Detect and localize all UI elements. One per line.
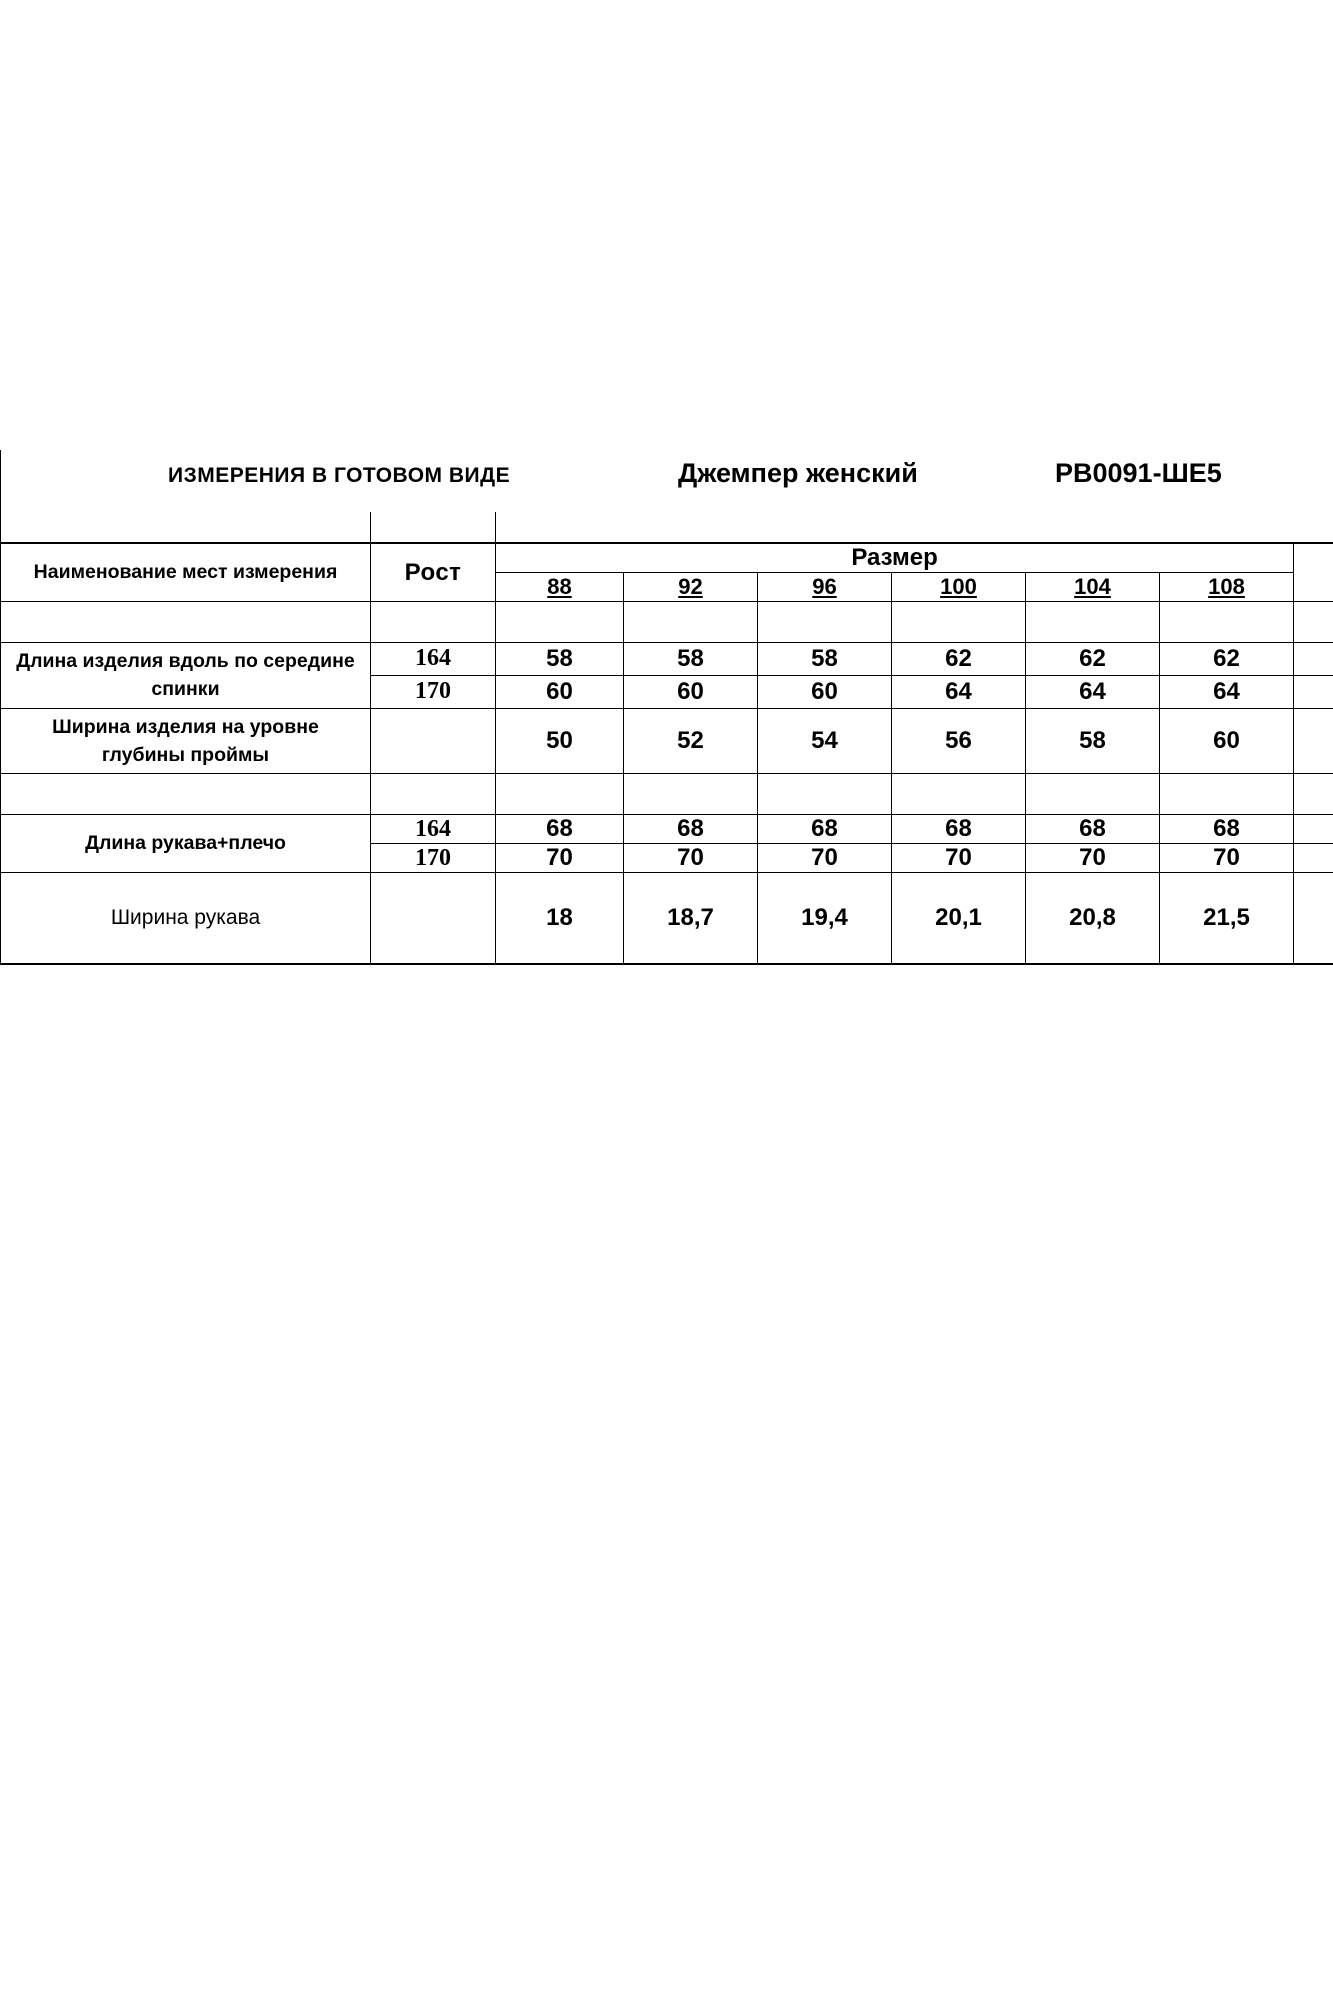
- rost-170: 170: [371, 675, 496, 708]
- header-spill-cell: [1294, 543, 1333, 602]
- blank-cell: [892, 774, 1026, 815]
- blank-cell-right: [1294, 774, 1333, 815]
- value-cell: 58: [1026, 708, 1160, 774]
- value-cell: 58: [758, 643, 892, 676]
- blank-cell: [758, 774, 892, 815]
- row-spill-cell: [1294, 873, 1333, 965]
- blank-cell: [371, 602, 496, 643]
- value-cell: 68: [496, 815, 624, 844]
- grid-tick-name-col: [370, 512, 371, 542]
- left-border: [0, 450, 1, 512]
- grid-tick-left: [0, 512, 1, 542]
- row-spill-cell: [1294, 675, 1333, 708]
- value-cell: 58: [624, 643, 758, 676]
- value-cell: 18,7: [624, 873, 758, 965]
- value-cell: 20,8: [1026, 873, 1160, 965]
- measurements-table: [0, 542, 1333, 965]
- row-spill-cell: [1294, 643, 1333, 676]
- value-cell: 64: [1026, 675, 1160, 708]
- size-header-100: 100: [892, 573, 1026, 602]
- blank-cell: [1026, 602, 1160, 643]
- blank-cell-right: [1294, 602, 1333, 643]
- size-header-92: 92: [624, 573, 758, 602]
- table-row: [1, 643, 1333, 676]
- blank-cell: [1, 774, 371, 815]
- blank-cell: [1160, 602, 1294, 643]
- value-cell: 70: [758, 844, 892, 873]
- blank-cell: [892, 602, 1026, 643]
- value-cell: 21,5: [1160, 873, 1294, 965]
- value-cell: 56: [892, 708, 1026, 774]
- value-cell: 58: [496, 643, 624, 676]
- value-cell: 60: [624, 675, 758, 708]
- rost-empty: [371, 873, 496, 965]
- blank-cell: [624, 602, 758, 643]
- size-header-108: 108: [1160, 573, 1294, 602]
- table-header-razmer-row: [1, 543, 1333, 573]
- rost-164: 164: [371, 643, 496, 676]
- product-name: Джемпер женский: [678, 458, 918, 488]
- blank-cell: [496, 774, 624, 815]
- grid-tick-rost-col: [495, 512, 496, 542]
- value-cell: 64: [1160, 675, 1294, 708]
- row-label-length-back: Длина изделия вдоль по середине спинки: [1, 643, 371, 709]
- row-label-width-armhole: Ширина изделия на уровне глубины проймы: [1, 708, 371, 774]
- value-cell: 60: [1160, 708, 1294, 774]
- row-spill-cell: [1294, 815, 1333, 844]
- sheet-spacer-row: [0, 512, 1333, 542]
- value-cell: 50: [496, 708, 624, 774]
- value-cell: 68: [1160, 815, 1294, 844]
- row-spill-cell: [1294, 844, 1333, 873]
- value-cell: 19,4: [758, 873, 892, 965]
- header-name-cell: Наименование мест измерения: [1, 543, 371, 602]
- value-cell: 70: [1160, 844, 1294, 873]
- value-cell: 60: [758, 675, 892, 708]
- value-cell: 68: [624, 815, 758, 844]
- value-cell: 20,1: [892, 873, 1026, 965]
- blank-cell: [1160, 774, 1294, 815]
- header-razmer-cell: Размер: [496, 543, 1294, 573]
- product-code: PB0091-ШЕ5: [1055, 458, 1222, 488]
- table-row: [1, 873, 1333, 965]
- rost-164: 164: [371, 815, 496, 844]
- size-header-96: 96: [758, 573, 892, 602]
- value-cell: 54: [758, 708, 892, 774]
- value-cell: 18: [496, 873, 624, 965]
- value-cell: 70: [624, 844, 758, 873]
- measurement-sheet: [0, 450, 1333, 965]
- rost-empty: [371, 708, 496, 774]
- value-cell: 60: [496, 675, 624, 708]
- value-cell: 64: [892, 675, 1026, 708]
- value-cell: 68: [1026, 815, 1160, 844]
- table-row: [1, 815, 1333, 844]
- value-cell: 68: [892, 815, 1026, 844]
- value-cell: 52: [624, 708, 758, 774]
- value-cell: 70: [892, 844, 1026, 873]
- size-header-88: 88: [496, 573, 624, 602]
- value-cell: 70: [1026, 844, 1160, 873]
- sheet-title-row: [0, 450, 1333, 512]
- value-cell: 62: [892, 643, 1026, 676]
- blank-cell: [1, 602, 371, 643]
- row-spill-cell: [1294, 708, 1333, 774]
- blank-cell: [496, 602, 624, 643]
- header-rost-cell: Рост: [371, 543, 496, 602]
- table-blank-row-1: [1, 602, 1333, 643]
- size-header-104: 104: [1026, 573, 1160, 602]
- blank-cell: [624, 774, 758, 815]
- blank-cell: [371, 774, 496, 815]
- rost-170: 170: [371, 844, 496, 873]
- blank-cell: [1026, 774, 1160, 815]
- value-cell: 62: [1026, 643, 1160, 676]
- value-cell: 62: [1160, 643, 1294, 676]
- row-label-sleeve-shoulder: Длина рукава+плечо: [1, 815, 371, 873]
- table-row: [1, 708, 1333, 774]
- value-cell: 70: [496, 844, 624, 873]
- value-cell: 68: [758, 815, 892, 844]
- measurements-label: ИЗМЕРЕНИЯ В ГОТОВОМ ВИДЕ: [168, 464, 511, 487]
- row-label-sleeve-width: Ширина рукава: [1, 873, 371, 965]
- table-blank-row-2: [1, 774, 1333, 815]
- blank-cell: [758, 602, 892, 643]
